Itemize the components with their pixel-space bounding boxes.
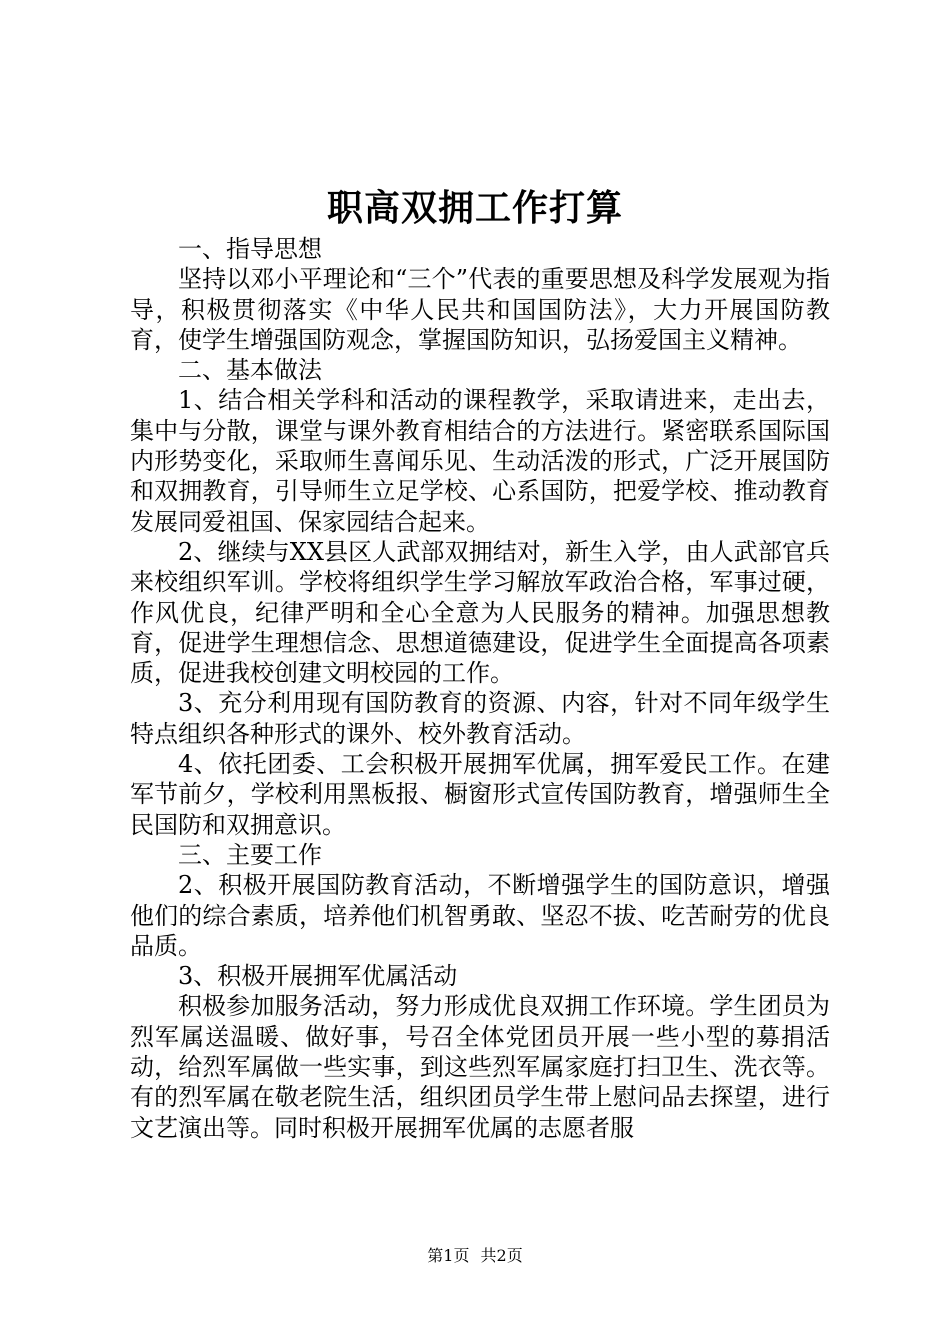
paragraph: 坚持以邓小平理论和“三个”代表的重要思想及科学发展观为指导，积极贯彻落实《中华人民共和国国防法》，大力开展国防教育，使学生增强国防观念，掌握国防知识，弘扬爱国主义精神。 xyxy=(130,265,830,354)
paragraph: 积极参加服务活动，努力形成优良双拥工作环境。学生团员为烈军属送温暖、做好事，号召全体党团员开展一些小型的募捐活动，给烈军属做一些实事，到这些烈军属家庭打扫卫生、洗衣等。有的烈军属在敬老院生活，组织团员学生带上慰问品去探望，进行文艺演出等。同时积极开展拥军优属的志愿者服 xyxy=(130,992,830,1142)
section-heading-basic-methods: 二、基本做法 xyxy=(178,356,322,385)
page-total: 共2页 xyxy=(480,1246,523,1265)
paragraph: 4、依托团委、工会积极开展拥军优属，拥军爱民工作。在建军节前夕，学校利用黑板报、橱窗形式宣传国防教育，增强师生全民国防和双拥意识。 xyxy=(130,750,830,839)
section-heading-guiding-ideology: 一、指导思想 xyxy=(178,235,322,263)
page-footer xyxy=(0,1245,950,1267)
paragraph: 1、结合相关学科和活动的课程教学，采取请进来，走出去，集中与分散，课堂与课外教育相结合的方法进行。紧密联系国际国内形势变化，采取师生喜闻乐见、生动活泼的形式，广泛开展国防和双拥教育，引导师生立足学校、心系国防，把爱学校、推动教育发展同爱祖国、保家园结合起来。 xyxy=(130,386,830,536)
section-heading-main-work: 三、主要工作 xyxy=(178,840,322,869)
paragraph: 2、继续与XX县区人武部双拥结对，新生入学，由人武部官兵来校组织军训。学校将组织学生学习解放军政治合格，军事过硬，作风优良，纪律严明和全心全意为人民服务的精神。加强思想教育，促进学生理想信念、思想道德建设，促进学生全面提高各项素质，促进我校创建文明校园的工作。 xyxy=(130,537,830,688)
document-body xyxy=(130,234,830,1143)
paragraph: 2、积极开展国防教育活动，不断增强学生的国防意识，增强他们的综合素质，培养他们机智勇敢、坚忍不拔、吃苦耐劳的优良品质。 xyxy=(130,871,830,960)
paragraph: 3、充分利用现有国防教育的资源、内容，针对不同年级学生特点组织各种形式的课外、校外教育活动。 xyxy=(130,689,830,748)
page-number: 第1页 xyxy=(427,1246,470,1265)
document-title: 职高双拥工作打算 xyxy=(326,187,623,229)
subheading: 3、积极开展拥军优属活动 xyxy=(178,962,458,991)
